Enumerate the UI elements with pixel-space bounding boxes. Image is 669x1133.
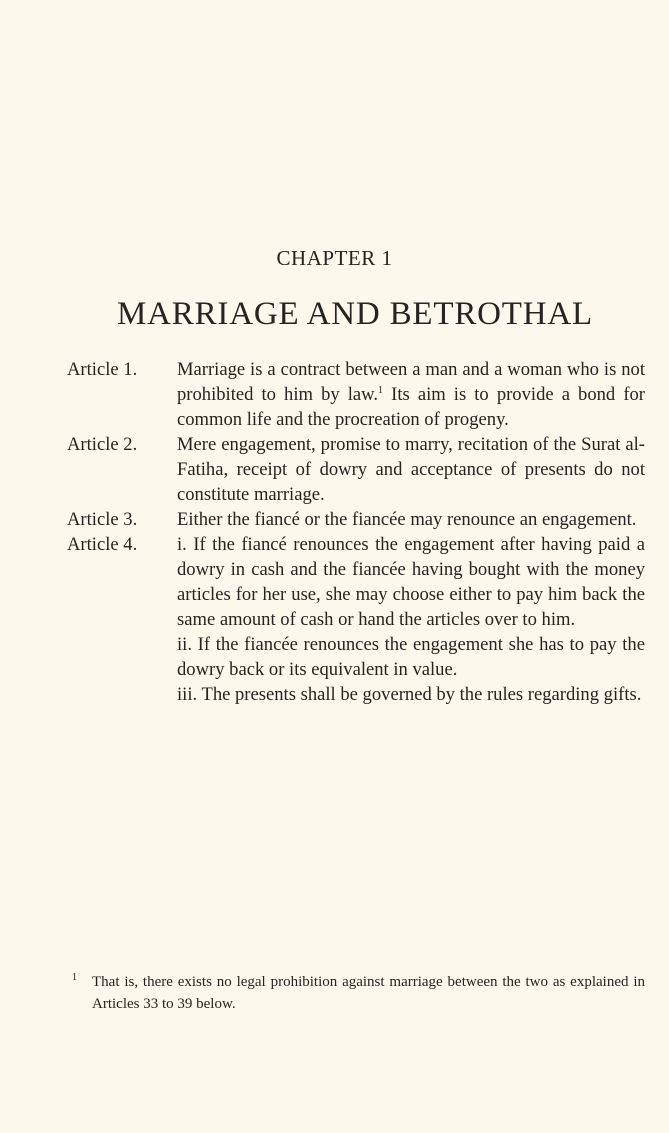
article-text: Mere engagement, promise to marry, recitation of the Surat al-Fatiha, receipt of dowry and acceptance of presents do not constitute marriage. — [177, 434, 645, 505]
footnote-text: That is, there exists no legal prohibition against marriage between the two as explained in Articles 33 to 39 below. — [92, 974, 645, 1012]
article-text: Either the fiancé or the fiancée may renounce an engagement. — [177, 509, 637, 530]
article-4 — [67, 532, 645, 707]
article-3 — [67, 507, 645, 532]
article-paragraph: iii. The presents shall be governed by the rules regarding gifts. — [177, 684, 642, 705]
footnote — [72, 971, 645, 1015]
article-paragraph: ii. If the fiancée renounces the engagement she has to pay the dowry back or its equivalent in value. — [177, 634, 645, 680]
footnote-mark: 1 — [72, 972, 77, 983]
footnote-reference: 1 — [378, 384, 384, 396]
chapter-label: CHAPTER 1 — [276, 246, 393, 270]
article-text — [177, 532, 645, 707]
article-number: Article 4. — [67, 534, 138, 555]
article-number: Article 2. — [67, 434, 138, 455]
article-number: Article 3. — [67, 509, 138, 530]
article-text — [177, 357, 645, 432]
article-number: Article 1. — [67, 359, 138, 380]
article-2 — [67, 432, 645, 507]
article-text-part: Marriage is a contract between a man and a woman who is not prohibited to him by law. — [177, 359, 645, 405]
articles-list — [67, 357, 645, 707]
article-1 — [67, 357, 645, 432]
article-text-part: Its aim is to provide a bond for common life and the procreation of progeny. — [177, 384, 645, 430]
article-paragraph: i. If the fiancé renounces the engagement after having paid a dowry in cash and the fiancée having bought with the money articles for her use, she may choose either to pay him back the same amount of cash or hand the articles over to him. — [177, 534, 645, 630]
chapter-title: MARRIAGE AND BETROTHAL — [117, 296, 593, 332]
